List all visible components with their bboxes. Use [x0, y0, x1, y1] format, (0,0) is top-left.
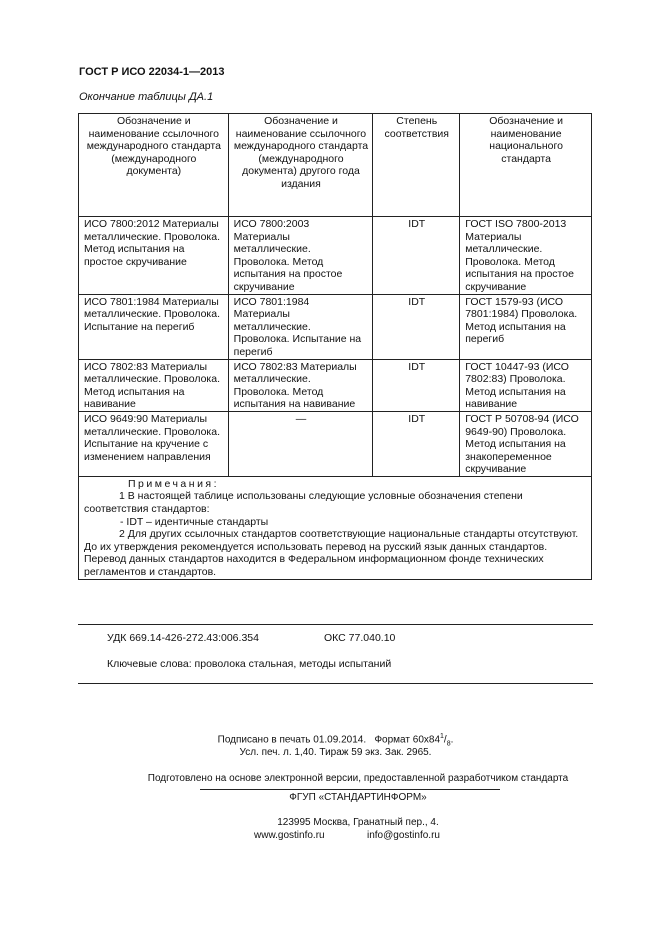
imprint-prepared: Подготовлено на основе электронной версии, предоставленной разработчиком стандарта [147, 773, 569, 784]
table-notes [79, 476, 592, 579]
publisher-website-link[interactable]: www.gostinfo.ru [254, 830, 325, 841]
imprint-publisher: ФГУП «СТАНДАРТИНФОРМ» [289, 792, 427, 803]
table-row [79, 294, 592, 359]
cell-national: ГОСТ ISO 7800-2013 Материалы металлические. Проволока. Метод испытания на простое скручивание [460, 217, 592, 295]
cell-other: ИСО 7802:83 Материалы металлические. Проволока. Метод испытания на навивание [228, 359, 373, 411]
footer-bottom-rule [78, 683, 593, 684]
cell-national: ГОСТ Р 50708-94 (ИСО 9649-90) Проволока. Метод испытания на знакопеременное скручивание [460, 411, 592, 476]
cell-other: ИСО 7800:2003 Материалы металлические. Проволока. Метод испытания на простое скручивание [228, 217, 373, 295]
notes-label: Примечания: [128, 477, 220, 490]
cell-national: ГОСТ 1579-93 (ИСО 7801:1984) Проволока. Метод испытания на перегиб [460, 294, 592, 359]
table-row [79, 359, 592, 411]
header-other-year-standard: Обозначение и наименование ссылочного международного стандарта (международного документа) другого года издания [228, 114, 373, 217]
cell-other: ИСО 7801:1984 Материалы металлические. Проволока. Испытание на перегиб [228, 294, 373, 359]
imprint-sheets: Усл. печ. л. 1,40. Тираж 59 экз. Зак. 2965. [239, 747, 432, 758]
imprint-signed: Подписано в печать 01.09.2014. [217, 734, 367, 746]
table-caption: Окончание таблицы ДА.1 [79, 91, 214, 103]
cell-ref: ИСО 9649:90 Материалы металлические. Проволока. Испытание на кручение с изменением направления [79, 411, 229, 476]
cell-degree: IDT [373, 294, 460, 359]
oks-code: ОКС 77.040.10 [324, 632, 396, 644]
publisher-email-link[interactable]: info@gostinfo.ru [367, 830, 440, 841]
header-ref-standard: Обозначение и наименование ссылочного международного стандарта (международного документа) [79, 114, 229, 217]
document-title: ГОСТ Р ИСО 22034-1—2013 [79, 66, 225, 78]
cell-ref: ИСО 7801:1984 Материалы металлические. Проволока. Испытание на перегиб [79, 294, 229, 359]
table-row [79, 217, 592, 295]
cell-degree: IDT [373, 359, 460, 411]
note-1-item: - IDT – идентичные стандарты [120, 515, 269, 528]
note-1: 1 В настоящей таблице использованы следующие условные обозначения степени соответствия стандартов: [84, 490, 523, 516]
keywords: Ключевые слова: проволока стальная, методы испытаний [107, 658, 392, 670]
header-national-standard: Обозначение и наименование национального стандарта [460, 114, 592, 217]
imprint-divider [200, 789, 500, 790]
table-row [79, 411, 592, 476]
imprint-format-denominator: 8 [446, 740, 451, 748]
imprint-address: 123995 Москва, Гранатный пер., 4. [277, 817, 439, 828]
udk-code: УДК 669.14-426-272.43:006.354 [107, 632, 259, 644]
notes-row [79, 476, 592, 579]
table-header-row [79, 114, 592, 217]
cell-ref: ИСО 7802:83 Материалы металлические. Проволока. Метод испытания на навивание [79, 359, 229, 411]
note-2: 2 Для других ссылочных стандартов соответствующие национальные стандарты отсутствуют. До их утверждения рекомендуется использовать перевод на русский язык данных стандартов. Перевод данных стандартов находится в Федеральном информационном фонде технических регламентов и стандартов. [84, 528, 579, 579]
cell-national: ГОСТ 10447-93 (ИСО 7802:83) Проволока. Метод испытания на навивание [460, 359, 592, 411]
imprint-signed-line: Подписано в печать 01.09.2014. Формат $60x84^1/_8$. [217, 733, 454, 748]
cell-degree: IDT [373, 411, 460, 476]
cell-other: — [228, 411, 373, 476]
imprint-format-numerator: 1 [440, 733, 444, 740]
footer-top-rule [78, 624, 593, 625]
header-degree: Степень соответствия [373, 114, 460, 217]
imprint-format: Формат 60x84 [374, 734, 440, 746]
cell-degree: IDT [373, 217, 460, 295]
correspondence-table [78, 113, 592, 580]
cell-ref: ИСО 7800:2012 Материалы металлические. Проволока. Метод испытания на простое скручивание [79, 217, 229, 295]
